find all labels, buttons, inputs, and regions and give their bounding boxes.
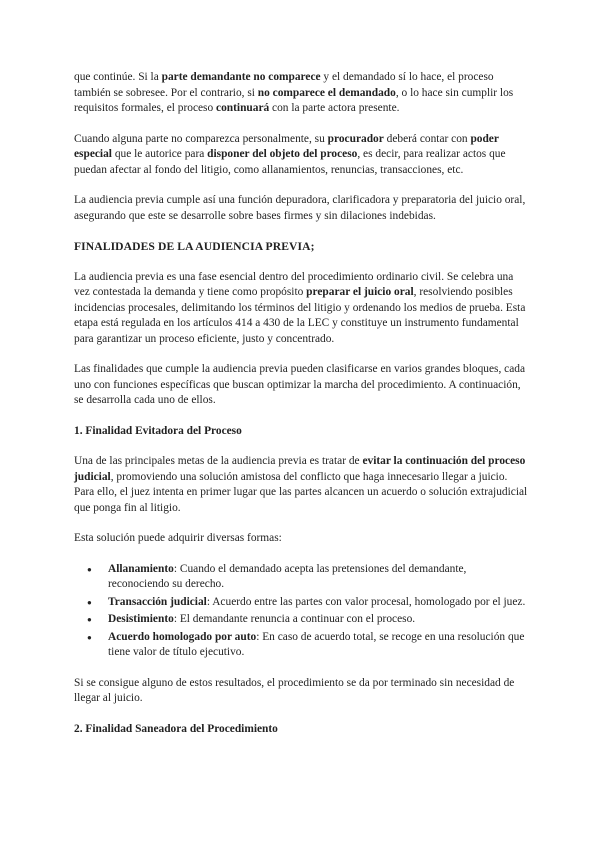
- bold-phrase: parte demandante no comparece: [161, 71, 321, 83]
- list-item-text: : En caso de acuerdo total, se recoge en una resolución que tiene valor de título ejecutivo.: [108, 630, 525, 658]
- list-item: [108, 595, 530, 611]
- document-body: [74, 70, 530, 752]
- list-item: [108, 562, 530, 593]
- solution-forms-list: [74, 562, 530, 661]
- bold-phrase: poder especial: [74, 132, 499, 160]
- paragraph-evitar-proceso: Una de las principales metas de la audiencia previa es tratar de evitar la continuación del proceso judicial, promoviendo una solución amistosa del conflicto que haga innecesario llegar a juicio. Para ello, el juez intenta en primer lugar que las partes alcancen un acuerdo o solución extrajudicial que ponga fin al litigio.: [74, 455, 528, 514]
- bold-phrase: evitar la continuación del proceso judicial: [74, 455, 526, 483]
- list-item-term: Transacción judicial: [108, 595, 207, 608]
- list-item-text: : Cuando el demandado acepta las pretensiones del demandante, reconociendo su derecho.: [108, 562, 467, 590]
- bold-phrase: continuará: [216, 102, 270, 114]
- list-item-term: Acuerdo homologado por auto: [108, 630, 257, 643]
- list-item-text: : Acuerdo entre las partes con valor procesal, homologado por el juez.: [206, 595, 526, 608]
- subheading-finalidad-saneadora: 2. Finalidad Saneadora del Procedimiento: [74, 722, 278, 735]
- list-item-term: Allanamiento: [108, 562, 174, 575]
- paragraph-procurador: Cuando alguna parte no comparezca personalmente, su procurador deberá contar con poder especial que le autorice para disponer del objeto del proceso, es decir, para realizar actos que puedan afectar al fondo del litigio, como allanamientos, renuncias, transacciones, etc.: [74, 132, 506, 176]
- list-item: [108, 612, 530, 628]
- section-heading-finalidades: FINALIDADES DE LA AUDIENCIA PREVIA;: [74, 240, 315, 253]
- bold-phrase: preparar el juicio oral: [306, 286, 414, 298]
- paragraph-formas-intro: Esta solución puede adquirir diversas formas:: [74, 532, 282, 544]
- paragraph-clasificacion: Las finalidades que cumple la audiencia previa pueden clasificarse en varios grandes bloques, cada uno con funciones específicas que buscan optimizar la marcha del procedimiento. A continuación, se desarrolla cada uno de ellos.: [74, 363, 526, 406]
- subheading-finalidad-evitadora: 1. Finalidad Evitadora del Proceso: [74, 424, 242, 437]
- list-item-text: : El demandante renuncia a continuar con el proceso.: [173, 613, 416, 625]
- list-item-term: Desistimiento: [108, 613, 174, 625]
- bold-phrase: procurador: [327, 132, 384, 145]
- paragraph-funcion: La audiencia previa cumple así una función depuradora, clarificadora y preparatoria del juicio oral, asegurando que este se desarrolle sobre bases firmes y sin dilaciones indebidas.: [74, 194, 526, 222]
- bold-phrase: no comparece el demandado: [257, 86, 396, 99]
- bold-phrase: disponer del objeto del proceso: [207, 148, 358, 160]
- paragraph-resultado: Si se consigue alguno de estos resultados, el procedimiento se da por terminado sin necesidad de llegar al juicio.: [74, 676, 515, 704]
- list-item: [108, 630, 530, 661]
- paragraph-fase-esencial: La audiencia previa es una fase esencial dentro del procedimiento ordinario civil. Se celebra una vez contestada la demanda y tiene como propósito preparar el juicio oral, resolviendo posibles incidencias procesales, delimitando los términos del litigio y ordenando los medios de prueba. Esta etapa está regulada en los artículos 414 a 430 de la LEC y constituye un instrumento fundamental para garantizar un proceso eficiente, justo y concentrado.: [74, 270, 526, 345]
- paragraph-comparecencia: que continúe. Si la parte demandante no comparece y el demandado sí lo hace, el proceso también se sobresee. Por el contrario, si no comparece el demandado, o lo hace sin cumplir los requisitos formales, el proceso continuará con la parte actora presente.: [74, 71, 514, 114]
